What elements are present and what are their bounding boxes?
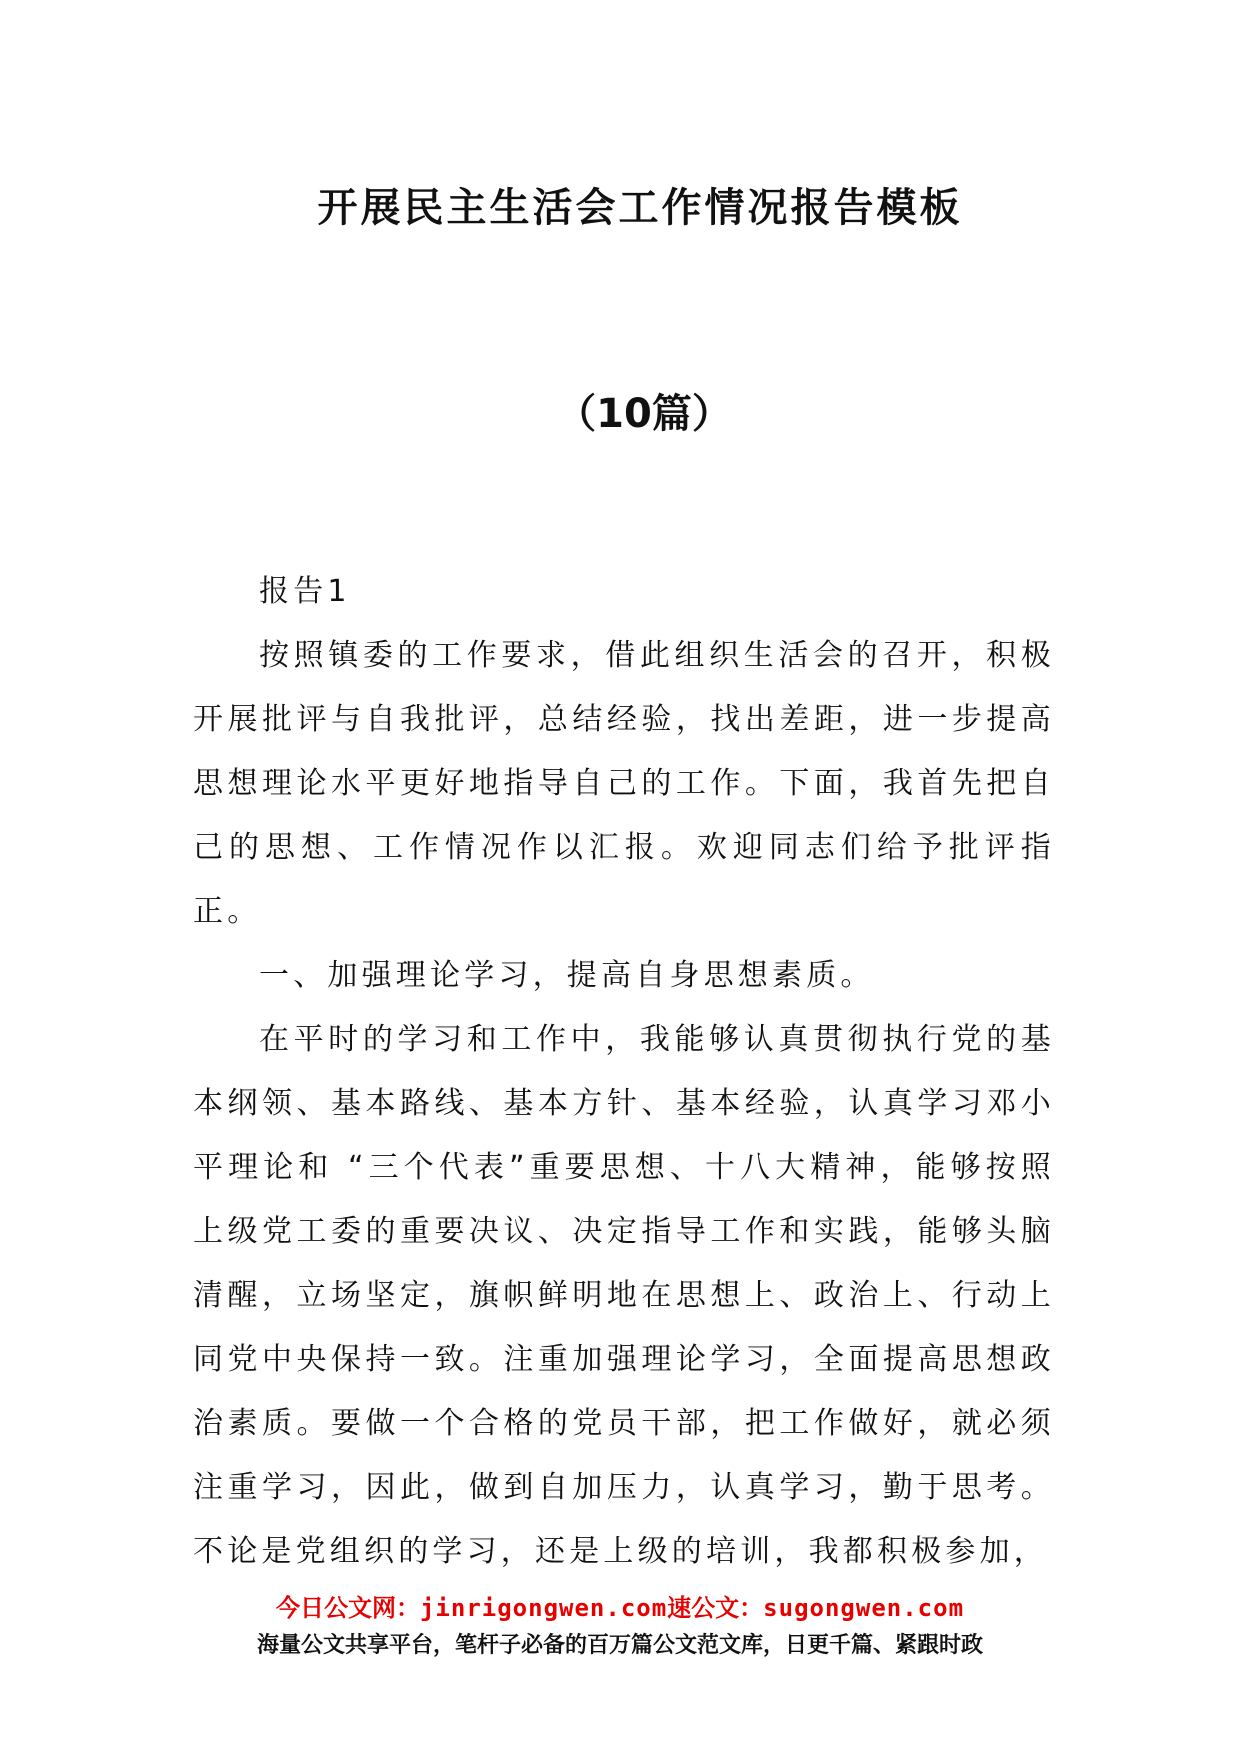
footer-links (0, 1590, 1240, 1626)
body-paragraph: 在平时的学习和工作中，我能够认真贯彻执行党的基本纲领、基本路线、基本方针、基本经验，认真学习邓小平理论和 “三个代表”重要思想、十八大精神，能够按照上级党工委的重要决议、决定指导工作和实践，能够头脑清醒，立场坚定，旗帜鲜明地在思想上、政治上、行动上同党中央保持一致。注重加强理论学习，全面提高思想政治素质。要做一个合格的党员干部，把工作做好，就必须注重学习，因此，做到自加压力，认真学习，勤于思考。不论是党组织的学习，还是上级的培训，我都积极参加， (193, 1022, 1055, 1569)
section-heading: 一、加强理论学习，提高自身思想素质。 (259, 958, 875, 993)
section-label: 报告1 (259, 574, 351, 609)
body-paragraph: 按照镇委的工作要求，借此组织生活会的召开，积极开展批评与自我批评，总结经验，找出差距，进一步提高思想理论水平更好地指导自己的工作。下面，我首先把自己的思想、工作情况作以汇报。欢迎同志们给予批评指正。 (193, 638, 1055, 929)
site1-name: 今日公文网： (275, 1594, 420, 1622)
footer-banner (0, 1590, 1240, 1664)
site1-link[interactable]: jinrigongwen.com (419, 1594, 668, 1622)
document-subtitle: （10篇） (556, 391, 732, 437)
document-body (193, 560, 1055, 1584)
footer-slogan: 海量公文共享平台，笔杆子必备的百万篇公文范文库，日更千篇、紧跟时政 (256, 1633, 983, 1658)
site2-name: 速公文： (667, 1594, 764, 1622)
document-title: 开展民主生活会工作情况报告模板 (317, 185, 963, 231)
site2-link[interactable]: sugongwen.com (763, 1594, 965, 1622)
